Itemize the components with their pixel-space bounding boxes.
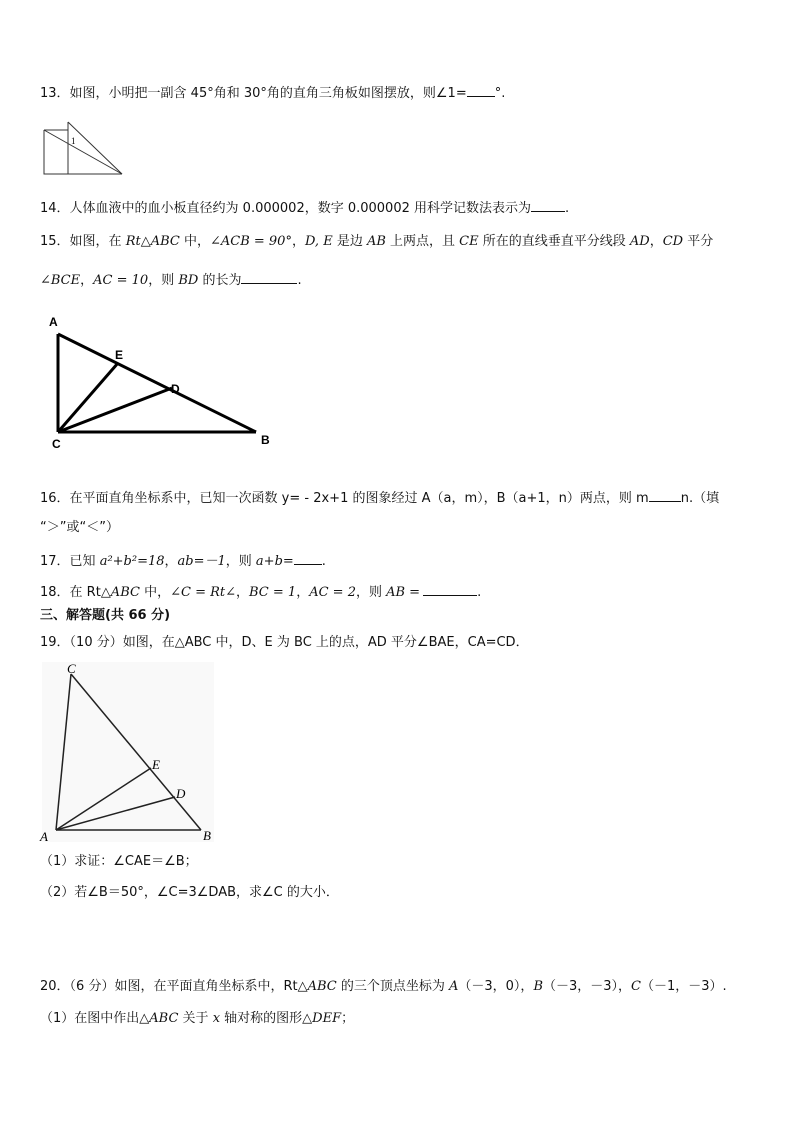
q13-number: 13． bbox=[40, 86, 70, 101]
q14-answer-blank bbox=[531, 198, 565, 212]
q20-math: △ABC bbox=[139, 1011, 179, 1026]
q15-math: CD bbox=[662, 234, 684, 249]
q16-line-2 bbox=[40, 519, 119, 537]
q15-text: 的长为 bbox=[198, 273, 242, 288]
q19-label-c: C bbox=[67, 661, 76, 676]
q20-math: B bbox=[533, 979, 543, 994]
q18-line bbox=[40, 582, 481, 602]
q18-math: AC = 2 bbox=[309, 585, 356, 600]
q16-answer-blank bbox=[649, 488, 681, 502]
q19-text: （10 分）如图，在△ABC 中，D、E 为 BC 上的点，AD 平分∠BAE，CA=CD． bbox=[69, 635, 529, 650]
q17-text: ，则 bbox=[225, 554, 256, 569]
q14-line bbox=[40, 198, 569, 218]
q18-text: 在 Rt bbox=[69, 585, 101, 600]
q18-math: AB = bbox=[386, 585, 421, 600]
q20-text: ； bbox=[341, 1011, 355, 1026]
q19-label-e: E bbox=[152, 757, 160, 772]
q13-text: 如图，小明把一副含 45°角和 30°角的直角三角板如图摆放，则∠1= bbox=[69, 86, 467, 101]
q16-text-2: “＞”或“＜”） bbox=[40, 520, 119, 535]
q20-text: 的三个顶点坐标为 bbox=[336, 979, 449, 994]
q13-triangle-figure bbox=[40, 118, 126, 178]
q13-suffix: °. bbox=[494, 86, 506, 101]
q17-math: ab=－1 bbox=[177, 554, 226, 569]
q15-line-2 bbox=[40, 270, 302, 290]
q20-math: A bbox=[449, 979, 459, 994]
q20-text: 轴对称的图形 bbox=[220, 1011, 303, 1026]
q20-text: （－1，－3）. bbox=[641, 979, 727, 994]
q18-math: ∠C = Rt∠ bbox=[170, 585, 236, 600]
q15-text: 上两点，且 bbox=[385, 234, 460, 249]
section-heading: 三、解答题(共 66 分) bbox=[40, 608, 171, 623]
q17-math: a+b= bbox=[255, 554, 294, 569]
q15-math: D, E bbox=[304, 234, 333, 249]
q15-number: 15． bbox=[40, 234, 70, 249]
q20-text: （6 分）如图，在平面直角坐标系中，Rt bbox=[69, 979, 298, 994]
q15-line-1 bbox=[40, 233, 713, 251]
q16-text: 在平面直角坐标系中，已知一次函数 y= - 2x+1 的图象经过 A（a，m），B（a+1，n）两点，则 m bbox=[69, 491, 649, 506]
q15-math: ∠BCE bbox=[40, 273, 81, 288]
q16-line-1 bbox=[40, 488, 719, 508]
q15-math: ∠ACB = 90° bbox=[209, 234, 292, 249]
q20-math: △ABC bbox=[297, 979, 337, 994]
q19-triangle-figure bbox=[36, 660, 220, 845]
q16-number: 16． bbox=[40, 491, 70, 506]
q18-text: ， bbox=[236, 585, 250, 600]
q20-math: C bbox=[631, 979, 641, 994]
q15-text: ， bbox=[80, 273, 94, 288]
q15-label-c: C bbox=[52, 437, 61, 451]
q15-label-a: A bbox=[49, 315, 58, 329]
q20-number: 20． bbox=[40, 979, 70, 994]
q20-text: （－3，0）， bbox=[458, 979, 534, 994]
q17-number: 17． bbox=[40, 554, 70, 569]
q20-part-1 bbox=[40, 1010, 354, 1028]
q18-text: ， bbox=[296, 585, 310, 600]
q15-label-d: D bbox=[171, 382, 180, 396]
q18-suffix: . bbox=[477, 585, 482, 600]
q15-text: 所在的直线垂直平分线段 bbox=[478, 234, 630, 249]
q14-number: 14． bbox=[40, 201, 70, 216]
q15-math: CE bbox=[459, 234, 479, 249]
q15-text: ，则 bbox=[148, 273, 179, 288]
q19-part-1: （1）求证：∠CAE＝∠B； bbox=[40, 854, 198, 869]
q15-answer-blank bbox=[241, 270, 297, 284]
q18-answer-blank bbox=[423, 582, 477, 596]
q15-text: ， bbox=[649, 234, 663, 249]
q15-text: 中， bbox=[179, 234, 210, 249]
q18-text: 中， bbox=[139, 585, 171, 600]
q19-line bbox=[40, 634, 529, 652]
q19-part-2: （2）若∠B＝50°，∠C=3∠DAB，求∠C 的大小． bbox=[40, 885, 339, 900]
q17-text: 已知 bbox=[69, 554, 100, 569]
q15-label-e: E bbox=[115, 348, 124, 362]
q20-line bbox=[40, 978, 727, 996]
q18-math: BC = 1 bbox=[249, 585, 297, 600]
q17-answer-blank bbox=[294, 551, 322, 565]
q18-text: ，则 bbox=[355, 585, 387, 600]
q20-math: x bbox=[212, 1011, 221, 1026]
q17-text: ， bbox=[164, 554, 178, 569]
q15-triangle-figure bbox=[44, 310, 284, 452]
q15-text: 平分 bbox=[683, 234, 714, 249]
q13-angle-label: 1 bbox=[71, 136, 76, 146]
q15-math: BD bbox=[178, 273, 199, 288]
q15-label-b: B bbox=[261, 433, 270, 447]
q17-line bbox=[40, 551, 326, 571]
q20-text: （1）在图中作出 bbox=[40, 1011, 140, 1026]
q20-text: （－3，－3）， bbox=[543, 979, 632, 994]
q15-text: 是边 bbox=[332, 234, 367, 249]
q19-label-d: D bbox=[176, 786, 186, 801]
q13-answer-blank bbox=[467, 83, 495, 97]
q19-label-b: B bbox=[203, 828, 211, 843]
q14-suffix: . bbox=[565, 201, 570, 216]
q19-label-a: A bbox=[40, 829, 48, 844]
q13-line bbox=[40, 83, 505, 103]
q18-math: △ABC bbox=[100, 585, 140, 600]
q19-number: 19． bbox=[40, 635, 70, 650]
q20-text: 关于 bbox=[178, 1011, 213, 1026]
q15-math: AB bbox=[366, 234, 386, 249]
q17-suffix: . bbox=[321, 554, 326, 569]
q15-suffix: . bbox=[297, 273, 302, 288]
q14-text: 人体血液中的血小板直径约为 0.000002，数字 0.000002 用科学记数法表示为 bbox=[69, 201, 532, 216]
q15-math: Rt△ABC bbox=[125, 234, 180, 249]
q15-math: AD bbox=[629, 234, 650, 249]
q20-math: △DEF bbox=[302, 1011, 342, 1026]
q16-text-end: n.（填 bbox=[680, 491, 720, 506]
q15-math: AC = 10 bbox=[93, 273, 149, 288]
q17-math: a²+b²=18 bbox=[99, 554, 165, 569]
q15-text: 如图，在 bbox=[69, 234, 126, 249]
q15-text: ， bbox=[291, 234, 305, 249]
q18-number: 18． bbox=[40, 585, 70, 600]
